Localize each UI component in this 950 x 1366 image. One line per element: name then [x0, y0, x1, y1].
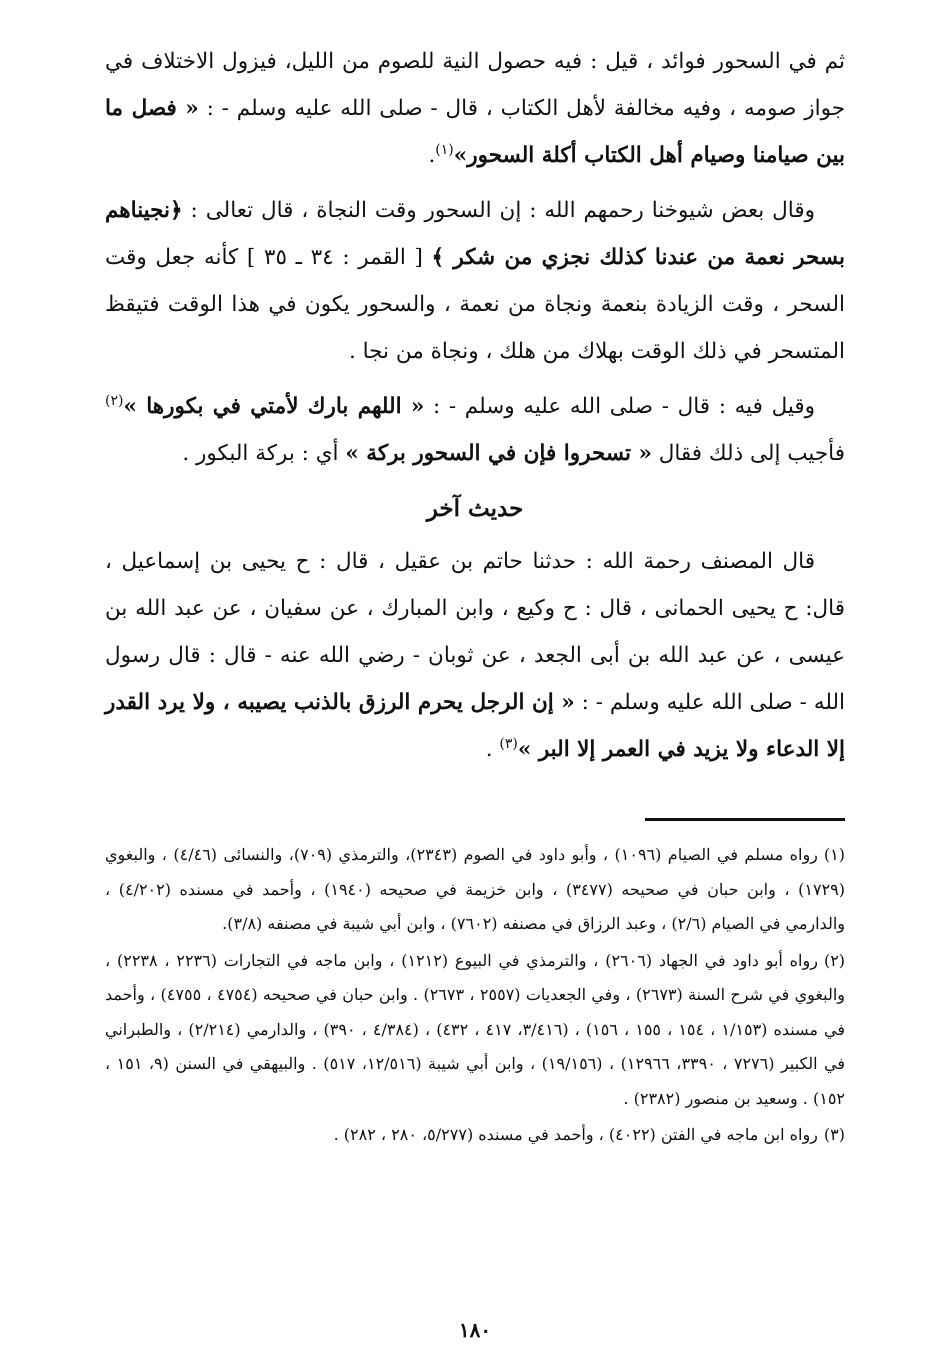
page-number: ١٨٠	[458, 1318, 492, 1342]
paragraph-text: قال المصنف رحمة الله : حدثنا حاتم بن عقيل ، قال : ح يحيى بن إسماعيل ، قال: ح يحيى الحمانى ، قال : ح وكيع ، وابن المبارك ، عن سفيان ، عن عبد الله بن عيسى ، عن عبد الله بن أبى الجعد ، عن ثوبان - رضي الله عنه - قال : قال رسول الله - صلى الله عليه وسلم - :	[105, 549, 845, 715]
paragraph-text: .	[485, 737, 493, 762]
paragraph-blessing	[105, 383, 845, 477]
footnote-divider	[645, 818, 845, 821]
paragraph-text: [ القمر : ٣٤ ـ ٣٥ ] كأنه جعل وقت السحر ، وقت الزيادة بنعمة ونجاة من نعمة ، والسحور يكون في هذا الوقت فتيقظ المتسحر في ذلك الوقت بهلاك من هلك ، ونجاة من نجا .	[105, 245, 845, 364]
footnotes	[105, 838, 845, 1155]
footnote-2	[105, 944, 845, 1117]
paragraph-another-hadith	[105, 538, 845, 773]
paragraph-text: وقال بعض شيوخنا رحمهم الله : إن السحور وقت النجاة ، قال تعالى :	[182, 198, 815, 223]
paragraph-salvation-time	[105, 187, 845, 375]
footnote-ref[interactable]: (٢)	[105, 392, 124, 409]
footnote-1	[105, 838, 845, 942]
footnote-ref[interactable]: (٣)	[499, 735, 518, 752]
paragraph-text: وقيل فيه : قال - صلى الله عليه وسلم - :	[424, 394, 815, 419]
paragraph-text: أي : بركة البكور .	[182, 441, 346, 466]
footnote-marker: (٣)	[823, 1125, 845, 1144]
quran-verse: ﴿نجيناهم بسحر نعمة من عندنا كذلك نجزي من شكر ﴾	[105, 198, 845, 270]
paragraph-sahur-benefits	[105, 38, 845, 179]
paragraph-text: فأجيب إلى ذلك فقال	[651, 441, 845, 466]
footnote-ref[interactable]: (١)	[435, 141, 454, 158]
footnote-text: رواه مسلم في الصيام (١٠٩٦) ، وأبو داود في الصوم (٢٣٤٣)، والترمذي (٧٠٩)، والنسائى (٤/٤٦) ، والبغوي (١٧٢٩) ، وابن حبان في صحيحه (٣٤٧٧) ، وابن خزيمة في صحيحه (١٩٤٠) ، وأحمد في مسنده (٤/٢٠٢) ، والدارمي في الصيام (٢/٦) ، وعبد الرزاق في مصنفه (٧٦٠٢) ، وابن أبي شيبة في مصنفه (٣/٨).	[105, 845, 845, 933]
footnote-text: رواه ابن ماجه في الفتن (٤٠٢٢) ، وأحمد في مسنده (٥/٢٧٧، ٢٨٠ ، ٢٨٢) .	[333, 1125, 818, 1144]
paragraph-text: ثم في السحور فوائد ، قيل : فيه حصول النية للصوم من الليل، فيزول الاختلاف في جواز صومه ، وفيه مخالفة لأهل الكتاب ، قال - صلى الله عليه وسلم - :	[105, 49, 845, 121]
section-heading: حديث آخر	[426, 495, 524, 522]
paragraph-text: .	[428, 143, 436, 168]
hadith-quote: « فصل ما بين صيامنا وصيام أهل الكتاب أكلة السحور»	[105, 96, 845, 168]
main-text	[105, 38, 845, 781]
footnote-marker: (١)	[823, 845, 846, 864]
hadith-quote: « اللهم بارك لأمتي في بكورها »	[123, 394, 425, 419]
hadith-quote: « إن الرجل يحرم الرزق بالذنب يصيبه ، ولا يرد القدر إلا الدعاء ولا يزيد في العمر إلا البر »	[105, 690, 845, 762]
footnote-marker: (٢)	[823, 950, 846, 970]
footnote-text: رواه أبو داود في الجهاد (٢٦٠٦) ، والترمذي في البيوع (١٢١٢) ، وابن ماجه في التجارات (٢٢٣٦ ، ٢٢٣٨) ، والبغوي في شرح السنة (٢٦٧٣) ، وفي الجعديات (٢٥٥٧ ، ٢٦٧٣) . وابن حبان في صحيحه (٤٧٥٤ ، ٤٧٥٥) ، وأحمد في مسنده (١/١٥٣ ، ١٥٤ ، ١٥٥ ، ١٥٦) ، (٣/٤١٦، ٤١٧ ، ٤٣٢) ، (٤/٣٨٤ ، ٣٩٠) ، والدارمي (٢/٢١٤) ، والطبراني في الكبير (٧٢٧٦ ، ٣٣٩٠، ١٢٩٦٦) ، (١٩/١٥٦) ، وابن أبي شيبة (١٢/٥١٦، ٥١٧) . والبيهقي في السنن (٩، ١٥١ ، ١٥٢) . وسعيد بن منصور (٢٣٨٢) .	[105, 950, 846, 1108]
hadith-quote: « تسحروا فإن في السحور بركة »	[345, 441, 652, 466]
footnote-3	[105, 1118, 845, 1153]
